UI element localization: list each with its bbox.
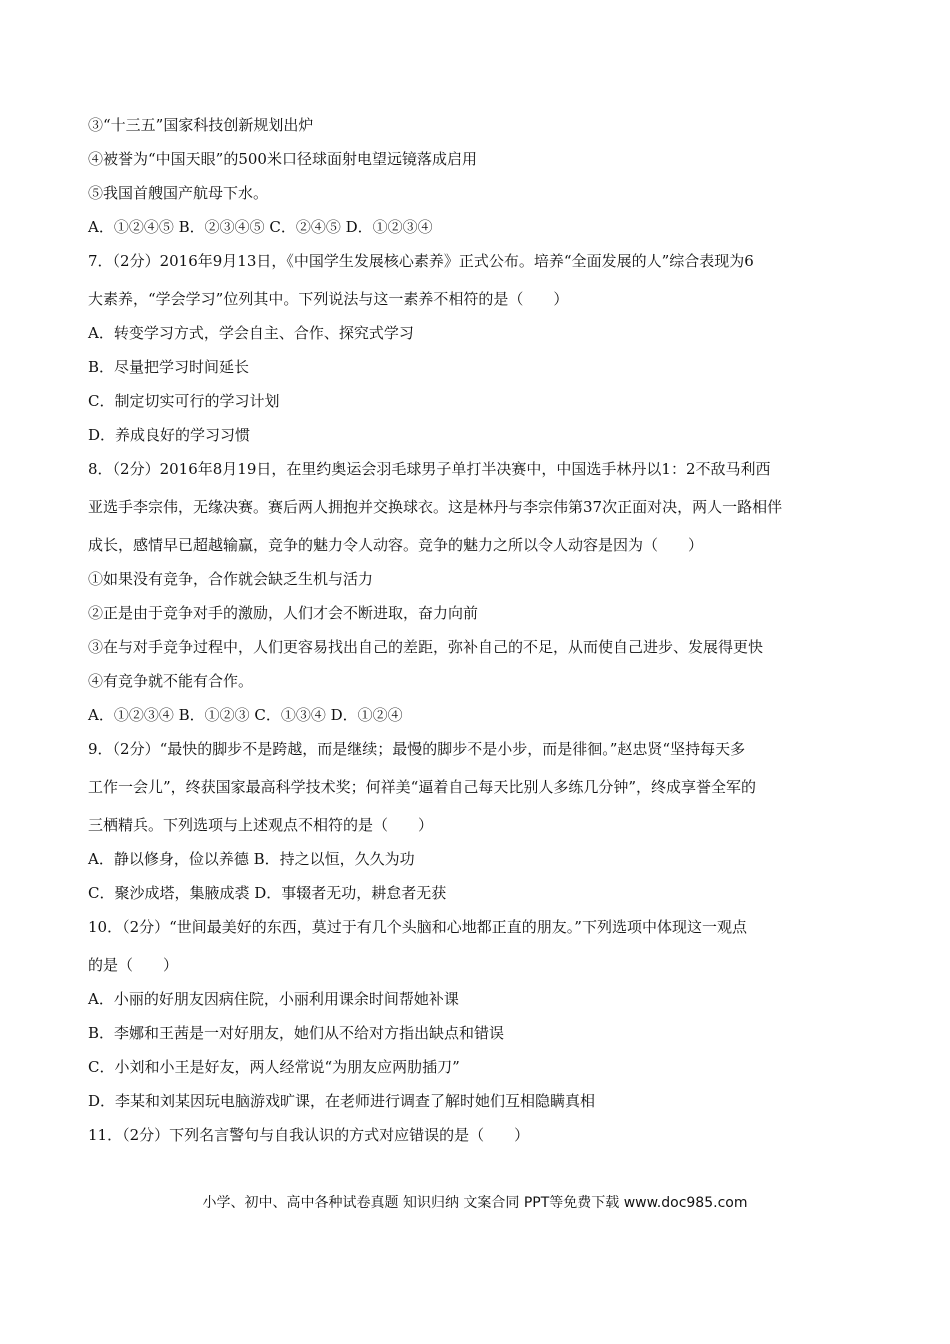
question-10-line: 10．（2分）“世间最美好的东西，莫过于有几个头脑和心地都正直的朋友。”下列选项中体现这一观点 bbox=[88, 918, 747, 936]
option-line: A．转变学习方式，学会自主、合作、探究式学习 bbox=[88, 324, 414, 342]
text-line: ④被誉为“中国天眼”的500米口径球面射电望远镜落成启用 bbox=[88, 150, 477, 168]
option-line: B．李娜和王茜是一对好朋友，她们从不给对方指出缺点和错误 bbox=[88, 1024, 505, 1042]
question-7-line: 7．（2分）2016年9月13日，《中国学生发展核心素养》正式公布。培养“全面发展的人”综合表现为6 bbox=[88, 252, 754, 270]
question-8-line: 8．（2分）2016年8月19日，在里约奥运会羽毛球男子单打半决赛中，中国选手林丹以1：2不敌马利西 bbox=[88, 460, 771, 478]
option-line: A．①②③④ B．①②③ C．①③④ D．①②④ bbox=[88, 706, 403, 724]
text-line: ⑤我国首艘国产航母下水。 bbox=[88, 184, 269, 202]
question-8-line: 成长，感情早已超越输赢，竞争的魅力令人动容。竞争的魅力之所以令人动容是因为（ ） bbox=[88, 536, 704, 554]
option-line: D．李某和刘某因玩电脑游戏旷课，在老师进行调查了解时她们互相隐瞒真相 bbox=[88, 1092, 596, 1110]
text-line: A．①②④⑤ B．②③④⑤ C．②④⑤ D．①②③④ bbox=[88, 218, 433, 236]
option-line: B．尽量把学习时间延长 bbox=[88, 358, 250, 376]
text-line: ③在与对手竞争过程中，人们更容易找出自己的差距，弥补自己的不足，从而使自己进步、发展得更快 bbox=[88, 638, 764, 656]
exam-content bbox=[88, 116, 868, 1144]
option-line: A．静以修身，俭以养德 B．持之以恒，久久为功 bbox=[88, 850, 415, 868]
question-11-line: 11．（2分）下列名言警句与自我认识的方式对应错误的是（ ） bbox=[88, 1126, 530, 1144]
question-9-line: 工作一会儿”，终获国家最高科学技术奖；何祥美“逼着自己每天比别人多练几分钟”，终成享誉全军的 bbox=[88, 778, 757, 796]
option-line: C．小刘和小王是好友，两人经常说“为朋友应两肋插刀” bbox=[88, 1058, 460, 1076]
question-9-line: 三栖精兵。下列选项与上述观点不相符的是（ ） bbox=[88, 816, 434, 834]
question-9-line: 9．（2分）“最快的脚步不是跨越，而是继续；最慢的脚步不是小步，而是徘徊。”赵忠贤“坚持每天多 bbox=[88, 740, 746, 758]
question-7-line: 大素养，“学会学习”位列其中。下列说法与这一素养不相符的是（ ） bbox=[88, 290, 569, 308]
option-line: A．小丽的好朋友因病住院，小丽利用课余时间帮她补课 bbox=[88, 990, 459, 1008]
question-10-line: 的是（ ） bbox=[88, 956, 179, 974]
question-8-line: 亚选手李宗伟，无缘决赛。赛后两人拥抱并交换球衣。这是林丹与李宗伟第37次正面对决，两人一路相伴 bbox=[88, 498, 783, 516]
text-line: ③“十三五”国家科技创新规划出炉 bbox=[88, 116, 314, 134]
option-line: D．养成良好的学习习惯 bbox=[88, 426, 251, 444]
text-line: ④有竞争就不能有合作。 bbox=[88, 672, 254, 690]
page-footer: 小学、初中、高中各种试卷真题 知识归纳 文案合同 PPT等免费下载 www.doc985.com bbox=[202, 1195, 748, 1211]
text-line: ②正是由于竞争对手的激励，人们才会不断进取，奋力向前 bbox=[88, 604, 479, 622]
text-line: ①如果没有竞争，合作就会缺乏生机与活力 bbox=[88, 570, 374, 588]
option-line: C．制定切实可行的学习计划 bbox=[88, 392, 280, 410]
option-line: C．聚沙成塔，集腋成裘 D．事辍者无功，耕怠者无获 bbox=[88, 884, 447, 902]
